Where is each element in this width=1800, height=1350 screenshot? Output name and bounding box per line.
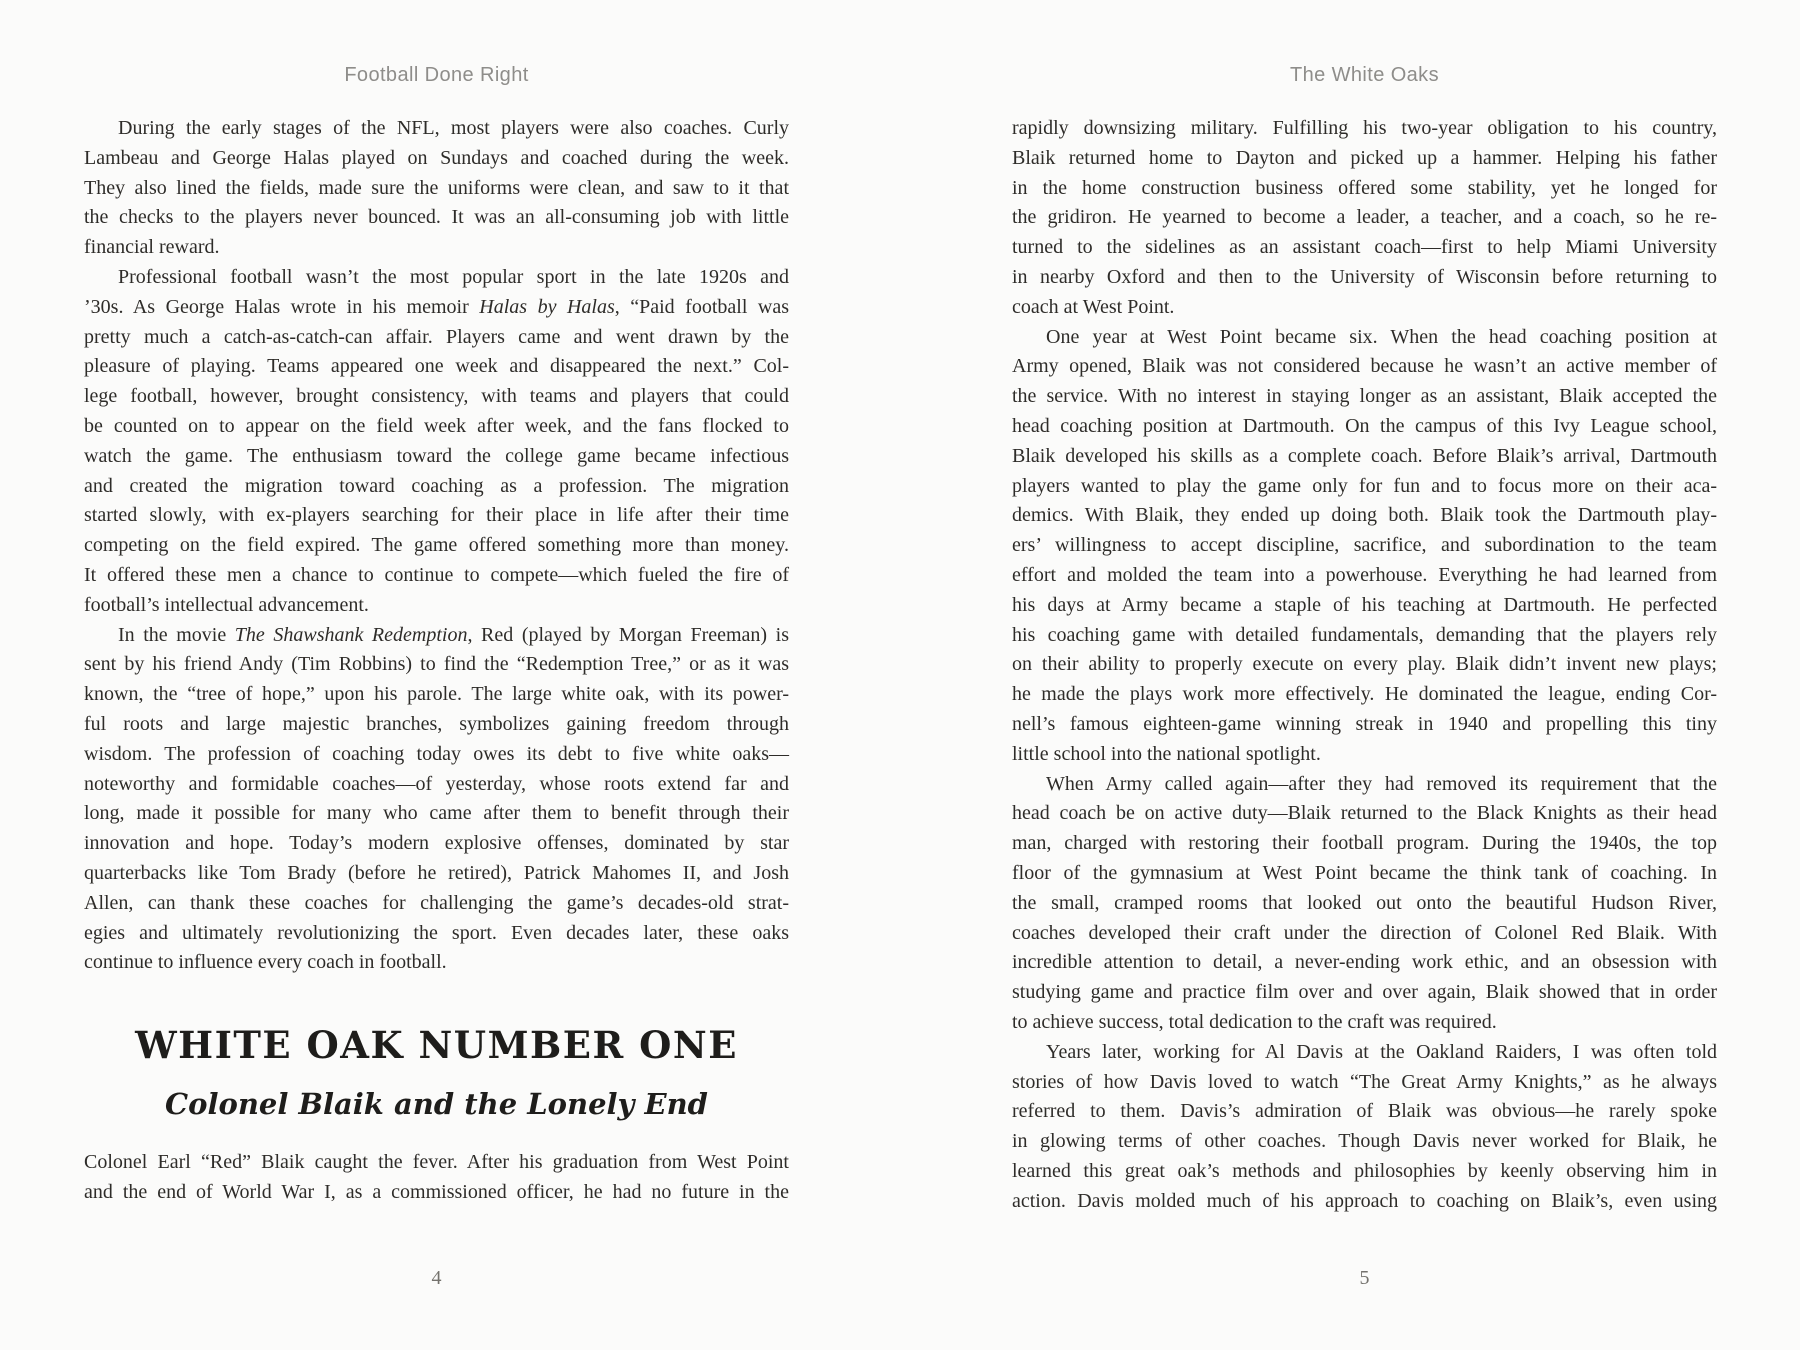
text-line: egies and ultimately revolutionizing the sport. Even decades later, these oaks [84, 921, 789, 944]
text-line: wisdom. The profession of coaching today owes its debt to five white oaks— [84, 742, 789, 765]
page-number-right: 5 [1359, 1267, 1370, 1289]
text-line: continue to influence every coach in football. [84, 951, 447, 974]
text-line: Allen, can thank these coaches for challenging the game’s decades-old strat- [84, 891, 789, 914]
text-line: sent by his friend Andy (Tim Robbins) to find the “Redemption Tree,” or as it was [84, 653, 789, 676]
text-line: head coach be on active duty—Blaik returned to the Black Knights as their head [1012, 802, 1717, 825]
text-line: pretty much a catch-as-catch-can affair. Players came and went drawn by the [84, 325, 789, 348]
text-line: referred to them. Davis’s admiration of Blaik was obvious—he rarely spoke [1012, 1100, 1717, 1123]
text-line: the small, cramped rooms that looked out onto the beautiful Hudson River, [1012, 891, 1717, 914]
text-line: lege football, however, brought consistency, with teams and players that could [84, 385, 789, 408]
text-line: in glowing terms of other coaches. Though Davis never worked for Blaik, he [1012, 1130, 1717, 1153]
paragraph [84, 621, 789, 979]
text-line: Blaik developed his skills as a complete coach. Before Blaik’s arrival, Dartmouth [1012, 444, 1717, 467]
text-line: the service. With no interest in staying longer as an assistant, Blaik accepted the [1012, 385, 1717, 408]
text-line: financial reward. [84, 236, 220, 259]
text-line: effort and molded the team into a powerhouse. Everything he had learned from [1012, 563, 1717, 586]
text-line: little school into the national spotlight. [1012, 742, 1321, 765]
text-line: incredible attention to detail, a never-ending work ethic, and an obsession with [1012, 951, 1717, 974]
text-line: ers’ willingness to accept discipline, sacrifice, and subordination to the team [1012, 534, 1717, 557]
text-line: known, the “tree of hope,” upon his parole. The large white oak, with its power- [84, 683, 789, 706]
text-line: Years later, working for Al Davis at the Oakland Raiders, I was often told [1046, 1040, 1717, 1063]
text-line: Professional football wasn’t the most popular sport in the late 1920s and [118, 265, 789, 288]
text-line: pleasure of playing. Teams appeared one week and disappeared the next.” Col- [84, 355, 789, 378]
section-heading: WHITE OAK NUMBER ONE [135, 1023, 738, 1068]
text-line: coaches developed their craft under the direction of Colonel Red Blaik. With [1012, 921, 1717, 944]
text-line: turned to the sidelines as an assistant coach—first to help Miami University [1012, 236, 1717, 259]
text-line: During the early stages of the NFL, most players were also coaches. Curly [118, 117, 789, 139]
text-line: football’s intellectual advancement. [84, 593, 369, 616]
running-head-right: The White Oaks [1290, 64, 1439, 86]
paragraph [84, 1148, 789, 1208]
text-line: Army opened, Blaik was not considered because he wasn’t an active member of [1012, 355, 1717, 378]
text-line: coach at West Point. [1012, 295, 1175, 318]
text-line: innovation and hope. Today’s modern explosive offenses, dominated by star [84, 832, 789, 855]
text-line: competing on the field expired. The game offered something more than money. [84, 534, 789, 557]
text-line: learned this great oak’s methods and philosophies by keenly observing him in [1012, 1159, 1717, 1182]
text-line: demics. With Blaik, they ended up doing both. Blaik took the Dartmouth play- [1012, 504, 1717, 527]
running-head-left: Football Done Right [344, 64, 529, 86]
text-line: action. Davis molded much of his approach to coaching on Blaik’s, even using [1012, 1189, 1717, 1212]
text-line: nell’s famous eighteen-game winning streak in 1940 and propelling this tiny [1012, 712, 1717, 735]
page-right [1012, 0, 1717, 1350]
text-line: floor of the gymnasium at West Point became the think tank of coaching. In [1012, 861, 1717, 884]
text-line: studying game and practice film over and over again, Blaik showed that in order [1012, 981, 1717, 1004]
text-line: players wanted to play the game only for fun and to focus more on their aca- [1012, 474, 1717, 497]
text-line: Blaik returned home to Dayton and picked up a hammer. Helping his father [1012, 146, 1717, 169]
text-line: It offered these men a chance to continue to compete—which fueled the fire of [84, 563, 789, 586]
text-line: When Army called again—after they had removed its requirement that the [1046, 772, 1717, 795]
text-block-right [1012, 114, 1717, 1216]
paragraph [84, 263, 789, 621]
text-line: be counted on to appear on the field week after week, and the fans flocked to [84, 414, 789, 437]
text-line: Colonel Earl “Red” Blaik caught the fever. After his graduation from West Point [84, 1151, 789, 1174]
text-line: head coaching position at Dartmouth. On the campus of this Ivy League school, [1012, 414, 1717, 437]
text-line: to achieve success, total dedication to the craft was required. [1012, 1010, 1497, 1033]
text-line: and the end of World War I, as a commissioned officer, he had no future in the [84, 1180, 789, 1203]
text-line: he made the plays work more effectively. He dominated the league, ending Cor- [1012, 683, 1717, 706]
text-block-left [84, 114, 789, 1208]
text-line: rapidly downsizing military. Fulfilling his two-year obligation to his country, [1012, 117, 1717, 139]
text-line: quarterbacks like Tom Brady (before he retired), Patrick Mahomes II, and Josh [84, 861, 789, 884]
text-line: the gridiron. He yearned to become a leader, a teacher, and a coach, so he re- [1012, 206, 1717, 229]
text-line: Lambeau and George Halas played on Sundays and coached during the week. [84, 146, 789, 169]
text-line: long, made it possible for many who came after them to benefit through their [84, 802, 789, 825]
text-line: the checks to the players never bounced. It was an all-consuming job with little [84, 206, 789, 229]
paragraph [1012, 770, 1717, 1038]
section-subtitle: Colonel Blaik and the Lonely End [165, 1087, 708, 1122]
paragraph [1012, 114, 1717, 323]
text-line: One year at West Point became six. When the head coaching position at [1046, 325, 1717, 348]
paragraph [84, 114, 789, 263]
text-line: in the home construction business offered some stability, yet he longed for [1012, 176, 1717, 199]
text-line: on their ability to properly execute on every play. Blaik didn’t invent new plays; [1012, 653, 1717, 676]
text-line: his days at Army became a staple of his teaching at Dartmouth. He perfected [1012, 593, 1717, 616]
text-line: and created the migration toward coaching as a profession. The migration [84, 474, 789, 497]
page-number-left: 4 [431, 1267, 442, 1289]
text-line: man, charged with restoring their football program. During the 1940s, the top [1012, 832, 1717, 855]
text-line: ’30s. As George Halas wrote in his memoir Halas by Halas, “Paid football was [84, 295, 789, 318]
text-line: stories of how Davis loved to watch “The Great Army Knights,” as he always [1012, 1070, 1717, 1093]
paragraph [1012, 323, 1717, 770]
text-line: his coaching game with detailed fundamentals, demanding that the players rely [1012, 623, 1717, 646]
text-line: ful roots and large majestic branches, symbolizes gaining freedom through [84, 712, 789, 735]
text-line: noteworthy and formidable coaches—of yesterday, whose roots extend far and [84, 772, 789, 795]
text-line: in nearby Oxford and then to the University of Wisconsin before returning to [1012, 265, 1717, 288]
text-line: watch the game. The enthusiasm toward the college game became infectious [84, 444, 789, 467]
page-left [84, 0, 789, 1350]
text-line: In the movie The Shawshank Redemption, Red (played by Morgan Freeman) is [118, 623, 789, 646]
text-line: They also lined the fields, made sure the uniforms were clean, and saw to it that [84, 176, 789, 199]
text-line: started slowly, with ex-players searching for their place in life after their time [84, 504, 789, 527]
paragraph [1012, 1038, 1717, 1217]
